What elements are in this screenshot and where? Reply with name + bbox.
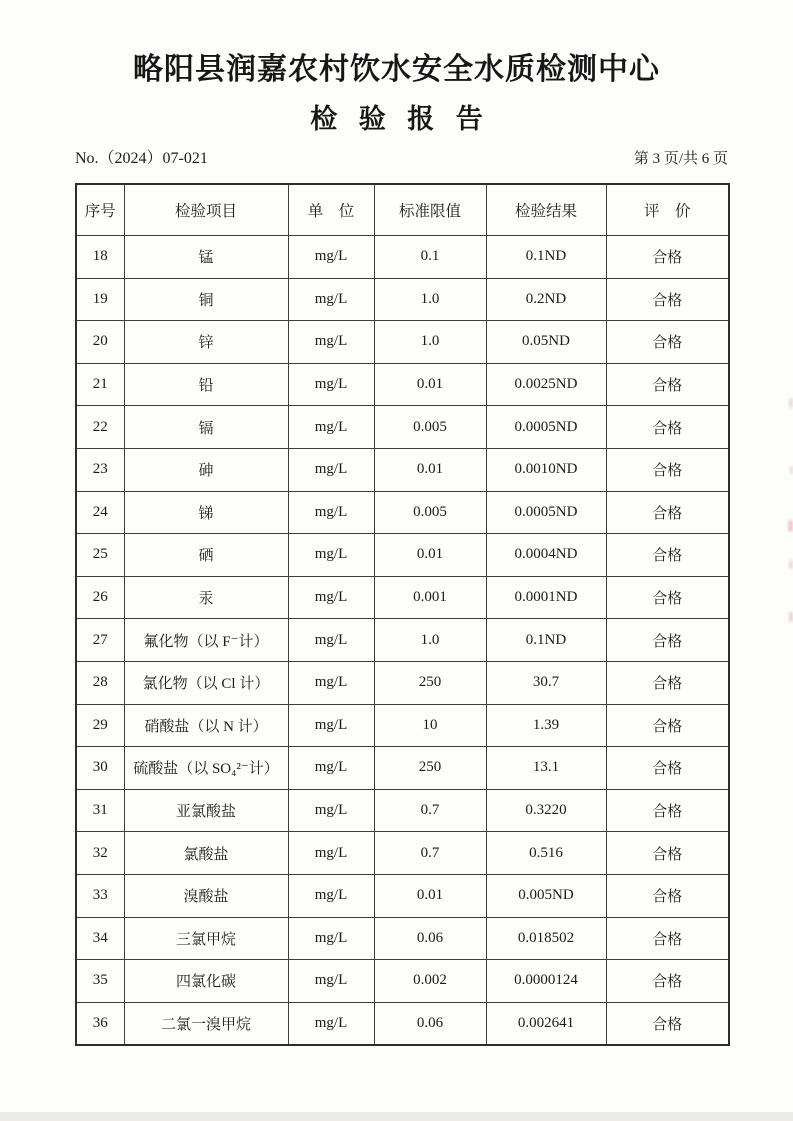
cell-unit: mg/L [288,789,374,832]
cell-result: 0.002641 [486,1002,606,1045]
cell-unit: mg/L [288,321,374,364]
cell-evaluation: 合格 [606,874,729,917]
cell-result: 0.3220 [486,789,606,832]
cell-unit: mg/L [288,960,374,1003]
cell-unit: mg/L [288,1002,374,1045]
cell-result: 0.018502 [486,917,606,960]
table-row [76,789,729,832]
cell-seq: 36 [76,1002,124,1045]
cell-seq: 21 [76,363,124,406]
cell-limit: 0.01 [374,534,486,577]
table-row [76,917,729,960]
cell-evaluation: 合格 [606,491,729,534]
cell-limit: 250 [374,747,486,790]
cell-seq: 20 [76,321,124,364]
cell-result: 0.516 [486,832,606,875]
cell-evaluation: 合格 [606,960,729,1003]
cell-unit: mg/L [288,704,374,747]
cell-seq: 24 [76,491,124,534]
cell-limit: 1.0 [374,321,486,364]
cell-result: 1.39 [486,704,606,747]
cell-result: 0.0025ND [486,363,606,406]
cell-result: 0.1ND [486,619,606,662]
cell-evaluation: 合格 [606,321,729,364]
table-row [76,661,729,704]
cell-evaluation: 合格 [606,789,729,832]
cell-seq: 22 [76,406,124,449]
table-row [76,832,729,875]
table-row [76,448,729,491]
cell-item: 锌 [124,321,288,364]
table-body [76,236,729,1046]
table-row [76,619,729,662]
cell-item: 三氯甲烷 [124,917,288,960]
cell-evaluation: 合格 [606,1002,729,1045]
cell-result: 0.1ND [486,236,606,279]
cell-item: 锰 [124,236,288,279]
cell-result: 0.0000124 [486,960,606,1003]
cell-item: 铜 [124,278,288,321]
cell-evaluation: 合格 [606,917,729,960]
cell-limit: 0.002 [374,960,486,1003]
cell-result: 13.1 [486,747,606,790]
cell-limit: 0.01 [374,363,486,406]
cell-seq: 30 [76,747,124,790]
cell-seq: 29 [76,704,124,747]
table-row [76,874,729,917]
cell-seq: 23 [76,448,124,491]
cell-limit: 0.1 [374,236,486,279]
cell-unit: mg/L [288,363,374,406]
page-indicator: 第 3 页/共 6 页 [633,151,728,167]
column-header-limit: 标准限值 [374,184,486,236]
scan-smudge-artifact [789,612,793,622]
column-header-unit: 单 位 [288,184,374,236]
cell-item: 氯化物（以 Cl 计） [124,661,288,704]
table-row [76,321,729,364]
cell-item: 溴酸盐 [124,874,288,917]
cell-limit: 0.06 [374,917,486,960]
cell-evaluation: 合格 [606,278,729,321]
cell-item: 镉 [124,406,288,449]
cell-limit: 0.005 [374,406,486,449]
cell-unit: mg/L [288,832,374,875]
cell-seq: 33 [76,874,124,917]
table-row [76,363,729,406]
table-row [76,960,729,1003]
cell-unit: mg/L [288,917,374,960]
cell-unit: mg/L [288,747,374,790]
scan-smudge-artifact [788,520,793,532]
column-header-item: 检验项目 [124,184,288,236]
page-title: 略阳县润嘉农村饮水安全水质检测中心 [133,53,660,86]
cell-limit: 0.01 [374,448,486,491]
cell-item: 亚氯酸盐 [124,789,288,832]
cell-evaluation: 合格 [606,406,729,449]
cell-seq: 18 [76,236,124,279]
table-row [76,491,729,534]
cell-evaluation: 合格 [606,236,729,279]
cell-limit: 1.0 [374,278,486,321]
cell-evaluation: 合格 [606,747,729,790]
cell-result: 30.7 [486,661,606,704]
table-row [76,236,729,279]
cell-unit: mg/L [288,619,374,662]
scan-smudge-artifact [789,560,793,569]
cell-result: 0.0005ND [486,491,606,534]
cell-limit: 10 [374,704,486,747]
cell-unit: mg/L [288,406,374,449]
cell-seq: 28 [76,661,124,704]
cell-result: 0.0005ND [486,406,606,449]
table-row [76,704,729,747]
cell-limit: 0.06 [374,1002,486,1045]
cell-item: 砷 [124,448,288,491]
table-row [76,576,729,619]
cell-seq: 19 [76,278,124,321]
table-row [76,534,729,577]
cell-item: 二氯一溴甲烷 [124,1002,288,1045]
cell-evaluation: 合格 [606,576,729,619]
cell-seq: 27 [76,619,124,662]
cell-item: 硝酸盐（以 N 计） [124,704,288,747]
meta-row [75,145,728,168]
scan-edge-strip [0,1112,793,1121]
cell-item: 氟化物（以 F⁻计） [124,619,288,662]
cell-evaluation: 合格 [606,363,729,406]
cell-limit: 1.0 [374,619,486,662]
cell-item: 锑 [124,491,288,534]
cell-unit: mg/L [288,661,374,704]
table-row [76,1002,729,1045]
cell-item: 四氯化碳 [124,960,288,1003]
cell-item: 硫酸盐（以 SO₄²⁻计） [124,747,288,790]
cell-unit: mg/L [288,491,374,534]
cell-item: 汞 [124,576,288,619]
column-header-seq: 序号 [76,184,124,236]
cell-item: 铅 [124,363,288,406]
cell-item: 氯酸盐 [124,832,288,875]
cell-limit: 0.001 [374,576,486,619]
table-row [76,278,729,321]
cell-unit: mg/L [288,236,374,279]
cell-evaluation: 合格 [606,704,729,747]
table-header-row [76,184,729,236]
cell-limit: 250 [374,661,486,704]
scan-smudge-artifact [789,398,793,408]
cell-seq: 35 [76,960,124,1003]
cell-result: 0.2ND [486,278,606,321]
report-number: No.（2024）07-021 [75,150,208,167]
column-header-result: 检验结果 [486,184,606,236]
cell-unit: mg/L [288,278,374,321]
cell-unit: mg/L [288,534,374,577]
cell-limit: 0.01 [374,874,486,917]
cell-evaluation: 合格 [606,832,729,875]
cell-evaluation: 合格 [606,534,729,577]
report-subtitle: 检 验 报 告 [310,104,490,134]
cell-result: 0.05ND [486,321,606,364]
cell-seq: 32 [76,832,124,875]
cell-evaluation: 合格 [606,448,729,491]
cell-item: 硒 [124,534,288,577]
cell-result: 0.0010ND [486,448,606,491]
column-header-evaluation: 评 价 [606,184,729,236]
cell-result: 0.0004ND [486,534,606,577]
cell-unit: mg/L [288,874,374,917]
cell-evaluation: 合格 [606,661,729,704]
cell-limit: 0.005 [374,491,486,534]
cell-limit: 0.7 [374,832,486,875]
cell-seq: 26 [76,576,124,619]
cell-evaluation: 合格 [606,619,729,662]
table-row [76,747,729,790]
cell-seq: 25 [76,534,124,577]
cell-unit: mg/L [288,576,374,619]
cell-seq: 31 [76,789,124,832]
cell-result: 0.0001ND [486,576,606,619]
cell-unit: mg/L [288,448,374,491]
cell-seq: 34 [76,917,124,960]
table-row [76,406,729,449]
cell-result: 0.005ND [486,874,606,917]
cell-limit: 0.7 [374,789,486,832]
results-table [75,183,730,1046]
